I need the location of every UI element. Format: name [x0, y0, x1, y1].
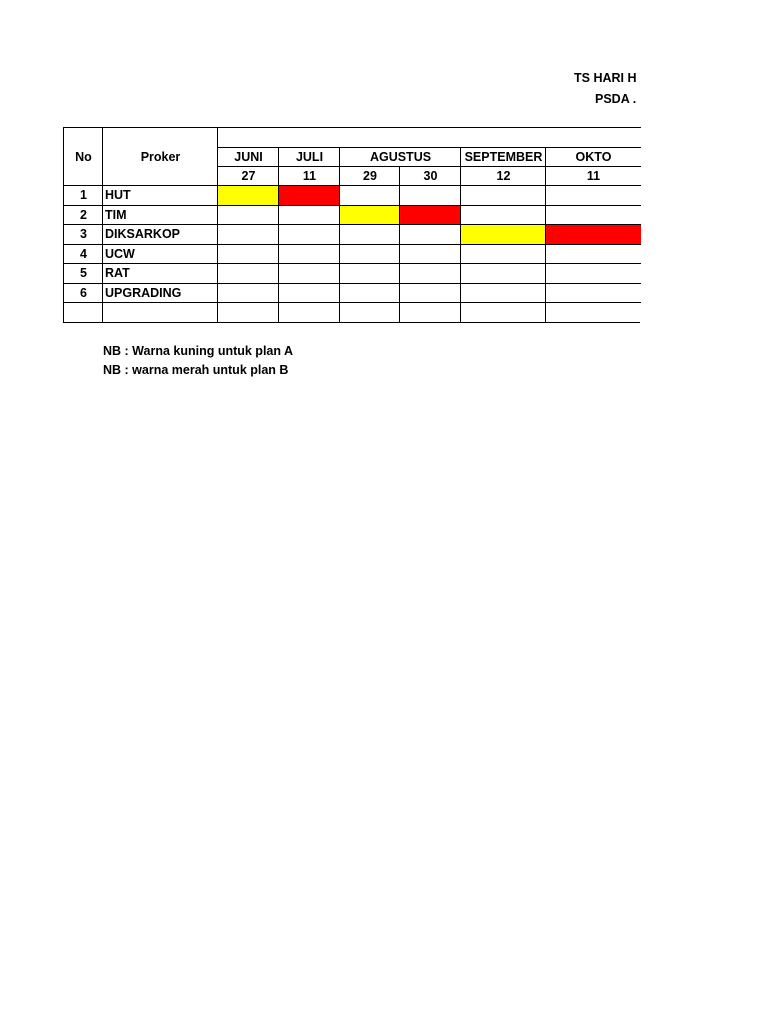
plan-cell — [278, 224, 340, 245]
row-proker: DIKSARKOP — [102, 224, 218, 245]
plan-cell — [339, 224, 400, 245]
month-header: JUNI — [217, 147, 279, 167]
header-no: No — [63, 127, 103, 186]
date-header: 12 — [460, 166, 546, 186]
sheet-subtitle: PSDA . — [595, 92, 637, 106]
row-number: 3 — [63, 224, 103, 245]
note-plan-b: NB : warna merah untuk plan B — [103, 363, 289, 377]
date-header: 27 — [217, 166, 279, 186]
month-header: AGUSTUS — [339, 147, 461, 167]
plan-cell — [460, 302, 546, 323]
header-period — [217, 127, 641, 148]
plan-cell — [399, 244, 461, 265]
plan-cell — [339, 185, 400, 206]
plan-cell — [278, 205, 340, 226]
row-number: 1 — [63, 185, 103, 206]
month-header: JULI — [278, 147, 340, 167]
plan-cell-red — [545, 224, 641, 245]
plan-cell — [339, 302, 400, 323]
header-proker: Proker — [102, 127, 218, 186]
row-number: 4 — [63, 244, 103, 265]
plan-cell — [339, 263, 400, 284]
row-proker — [102, 302, 218, 323]
row-number — [63, 302, 103, 323]
plan-cell — [460, 244, 546, 265]
row-number: 5 — [63, 263, 103, 284]
plan-cell — [217, 224, 279, 245]
plan-cell — [460, 205, 546, 226]
plan-cell — [545, 205, 641, 226]
plan-cell — [217, 302, 279, 323]
plan-cell — [545, 244, 641, 265]
row-proker: RAT — [102, 263, 218, 284]
plan-cell — [399, 302, 461, 323]
row-proker: TIM — [102, 205, 218, 226]
row-number: 6 — [63, 283, 103, 304]
plan-cell — [339, 244, 400, 265]
plan-cell-red — [278, 185, 340, 206]
date-header: 11 — [278, 166, 340, 186]
plan-cell — [339, 283, 400, 304]
plan-cell — [399, 224, 461, 245]
plan-cell — [545, 302, 641, 323]
row-proker: UPGRADING — [102, 283, 218, 304]
date-header: 30 — [399, 166, 461, 186]
plan-cell — [217, 283, 279, 304]
row-number: 2 — [63, 205, 103, 226]
date-header: 11 — [545, 166, 641, 186]
table-bottom-border — [63, 322, 640, 323]
plan-cell — [399, 283, 461, 304]
note-plan-a: NB : Warna kuning untuk plan A — [103, 344, 294, 358]
plan-cell — [460, 283, 546, 304]
plan-cell — [217, 263, 279, 284]
plan-cell — [278, 283, 340, 304]
plan-cell — [399, 263, 461, 284]
plan-cell — [460, 263, 546, 284]
plan-cell-yellow — [339, 205, 400, 226]
plan-cell-yellow — [460, 224, 546, 245]
row-proker: HUT — [102, 185, 218, 206]
plan-cell — [399, 185, 461, 206]
sheet-title: TS HARI H — [574, 71, 637, 85]
plan-cell — [217, 244, 279, 265]
plan-cell — [278, 302, 340, 323]
plan-cell — [545, 283, 641, 304]
plan-cell — [278, 244, 340, 265]
plan-cell — [278, 263, 340, 284]
month-header: SEPTEMBER — [460, 147, 546, 167]
plan-cell — [545, 185, 641, 206]
month-header: OKTO — [545, 147, 641, 167]
plan-cell — [545, 263, 641, 284]
date-header: 29 — [339, 166, 400, 186]
plan-cell — [460, 185, 546, 206]
plan-cell-red — [399, 205, 461, 226]
row-proker: UCW — [102, 244, 218, 265]
plan-cell-yellow — [217, 185, 279, 206]
plan-cell — [217, 205, 279, 226]
